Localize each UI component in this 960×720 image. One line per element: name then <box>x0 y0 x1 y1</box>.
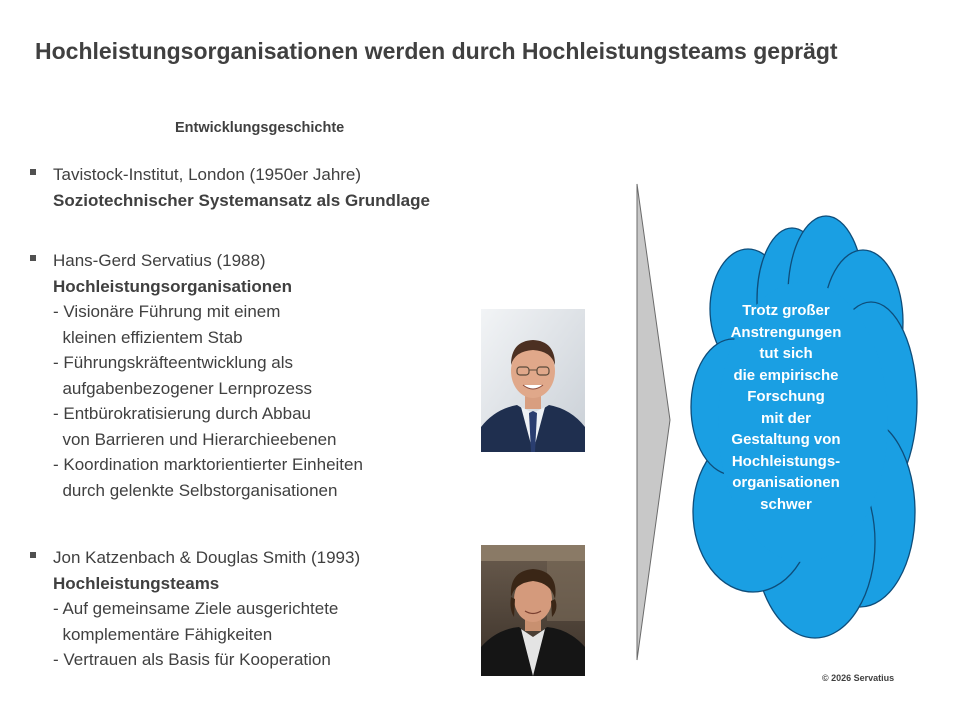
bullet-detail: - Koordination marktorientierter Einheiten <box>53 455 363 474</box>
bullet-heading: Hans-Gerd Servatius (1988) <box>53 251 266 270</box>
bullet-bold: Hochleistungsorganisationen <box>53 276 292 296</box>
cloud-line: schwer <box>760 495 812 513</box>
bullet-detail: kleinen effizientem Stab <box>53 327 243 347</box>
bullet-detail: - Auf gemeinsame Ziele ausgerichtete <box>53 599 339 618</box>
bullet-marker-icon <box>30 169 36 175</box>
cloud-line: organisationen <box>732 474 840 491</box>
bullet-detail: durch gelenkte Selbstorganisationen <box>53 480 338 500</box>
arrow-shape <box>630 178 680 668</box>
bullet-bold: Soziotechnischer Systemansatz als Grundlage <box>53 190 430 210</box>
cloud-text <box>712 300 860 515</box>
bullet-marker-icon <box>30 552 36 558</box>
cloud-line: Hochleistungs- <box>731 452 841 470</box>
bullet-detail: komplementäre Fähigkeiten <box>53 624 273 644</box>
bullet-detail: von Barrieren und Hierarchieebenen <box>53 429 337 449</box>
slide-subtitle: Entwicklungsgeschichte <box>175 120 345 136</box>
bullet-marker-icon <box>30 255 36 261</box>
portrait-photo-servatius <box>481 309 585 452</box>
bullet-detail: aufgabenbezogener Lernprozess <box>53 378 312 398</box>
cloud-line: mit der <box>760 409 811 427</box>
bullet-detail: - Visionäre Führung mit einem <box>53 302 281 321</box>
bullet-bold: Hochleistungsteams <box>53 573 220 593</box>
bullet-detail: - Entbürokratisierung durch Abbau <box>53 404 311 423</box>
slide-title: Hochleistungsorganisationen werden durch Hochleistungsteams geprägt <box>35 38 838 64</box>
bullet-tavistock <box>30 162 590 213</box>
cloud-line: Trotz großer <box>742 302 830 319</box>
bullet-heading: Jon Katzenbach & Douglas Smith (1993) <box>53 548 361 567</box>
cloud-line: tut sich <box>759 345 813 362</box>
cloud-line: Gestaltung von <box>731 431 841 448</box>
portrait-photo-katzenbach <box>481 545 585 676</box>
cloud-line: die empirische <box>733 366 839 384</box>
bullet-detail: - Vertrauen als Basis für Kooperation <box>53 650 331 669</box>
cloud-line: Forschung <box>747 388 825 405</box>
copyright-footer: © 2026 Servatius <box>822 673 895 683</box>
bullet-heading: Tavistock-Institut, London (1950er Jahre) <box>53 165 362 184</box>
cloud-line: Anstrengungen <box>730 323 842 341</box>
bullet-detail: - Führungskräfteentwicklung als <box>53 353 294 372</box>
